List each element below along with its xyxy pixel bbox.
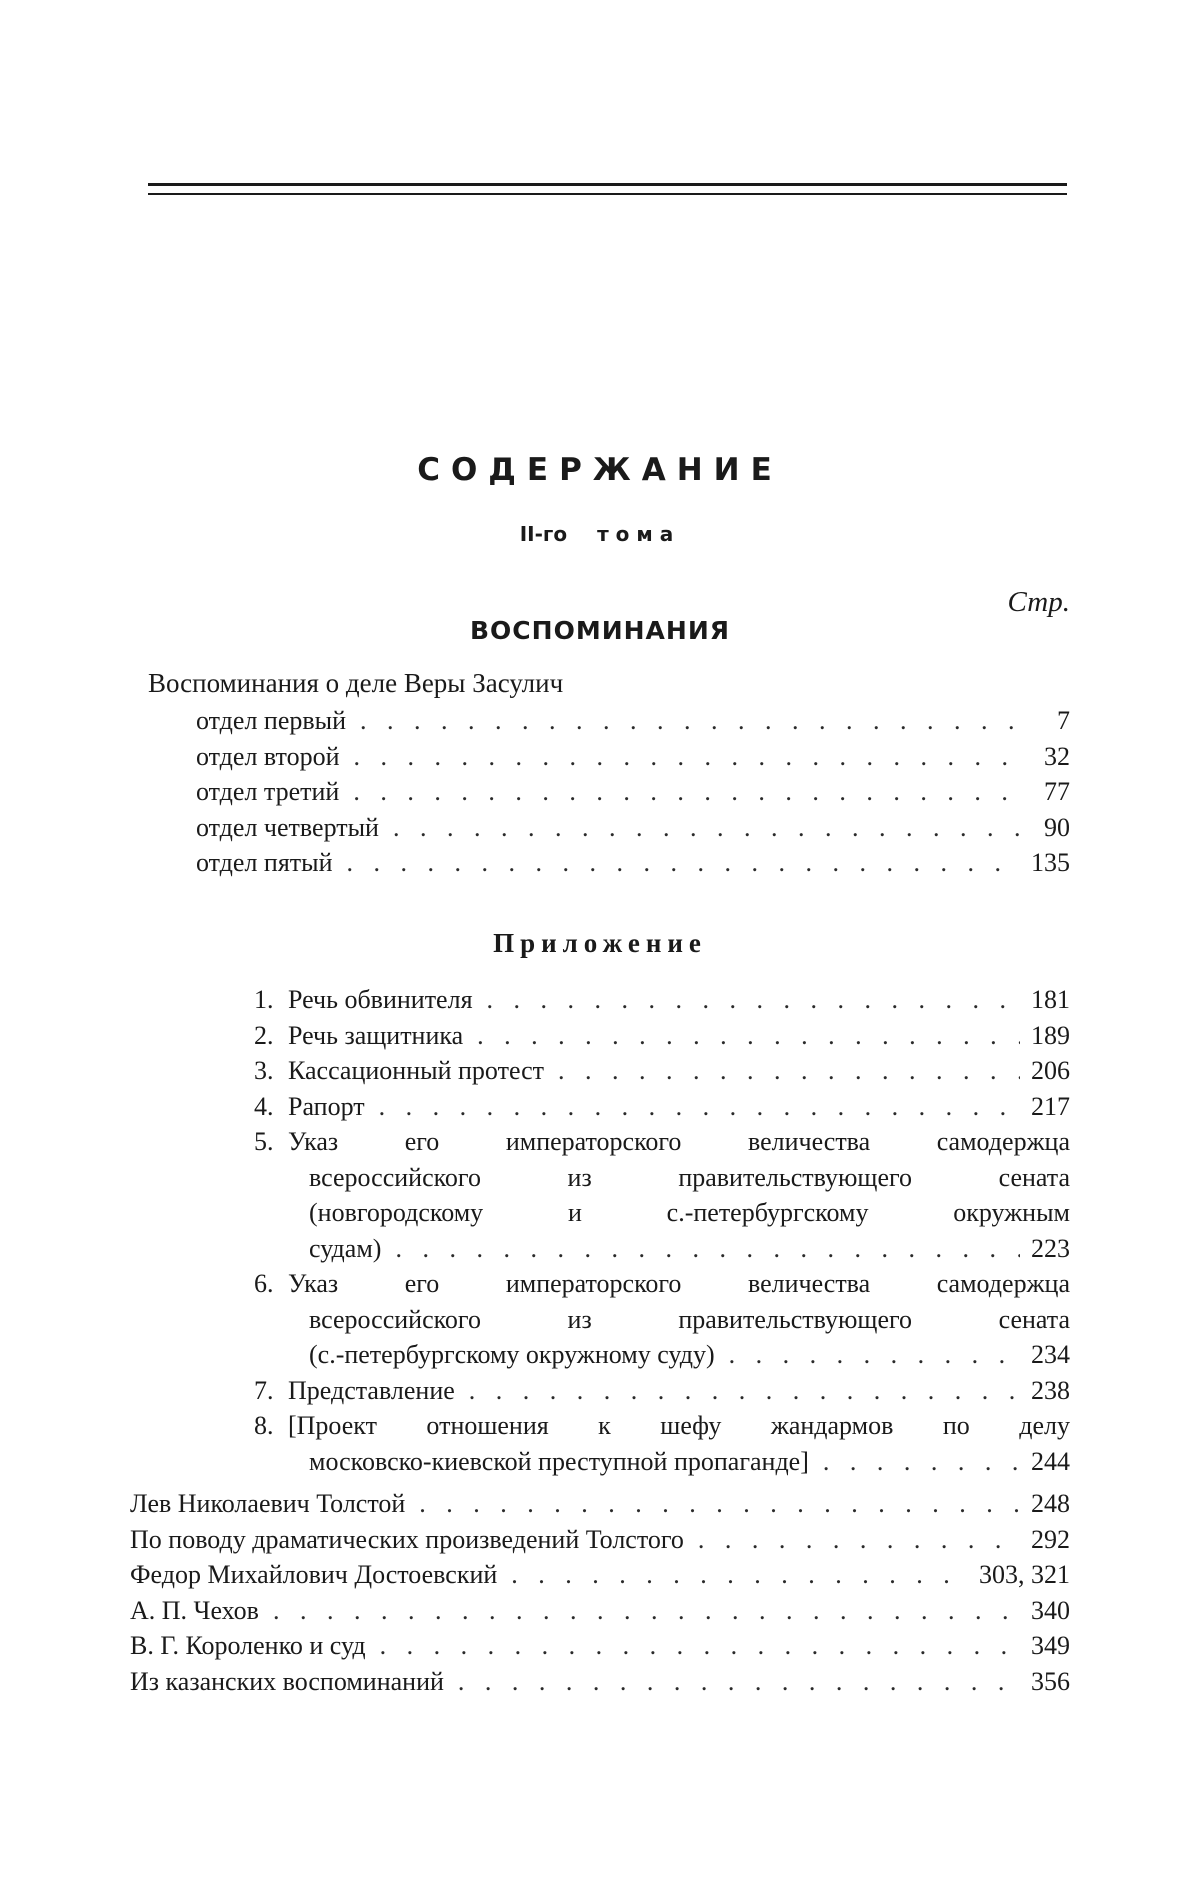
appendix-item-number: 3.: [254, 1056, 274, 1085]
appendix-item[interactable]: [254, 982, 1070, 1018]
toc-entry-label: Федор Михайлович Достоевский: [130, 1560, 498, 1589]
appendix-item-text: [Проект отношения к шефу жандармов по делу: [288, 1411, 1070, 1440]
page-title: СОДЕРЖАНИЕ: [417, 452, 783, 488]
appendix-item-row: [254, 1266, 1070, 1302]
appendix-item[interactable]: [254, 1089, 1070, 1125]
appendix-item-label: [254, 1018, 463, 1054]
toc-entry-label: отдел четвертый: [196, 812, 379, 842]
dot-leader: [395, 1231, 1020, 1267]
appendix-item-row: [254, 1089, 1070, 1125]
appendix-item-number: 1.: [254, 985, 274, 1014]
dot-leader: [487, 982, 1020, 1018]
section-heading: ВОСПОМИНАНИЯ: [470, 616, 730, 645]
toc-entry-page: 303, 321: [979, 1560, 1070, 1589]
toc-entry[interactable]: [196, 845, 1070, 881]
volume-word: тома: [597, 522, 681, 546]
toc-entry-label: Из казанских воспоминаний: [130, 1666, 444, 1696]
volume-subtitle: [0, 522, 1200, 546]
dot-leader: [698, 1522, 1020, 1558]
appendix-item-number: 2.: [254, 1020, 274, 1050]
appendix-item-text: Кассационный протест: [288, 1056, 545, 1085]
toc-entry[interactable]: [196, 774, 1070, 810]
appendix-item-row: [254, 1053, 1070, 1089]
toc-entry[interactable]: [196, 703, 1070, 739]
appendix-item-text: (новгородскому и с.-петербургскому окружным: [309, 1198, 1070, 1227]
toc-entry-page: 340: [1031, 1595, 1070, 1625]
appendix-item-page: 206: [1031, 1056, 1070, 1085]
group-title: Воспоминания о деле Веры Засулич: [148, 668, 564, 698]
appendix-item-number: 7.: [254, 1375, 274, 1405]
appendix-item[interactable]: [254, 1124, 1070, 1266]
toc-entry[interactable]: [130, 1557, 1070, 1593]
appendix-item-text: судам): [309, 1233, 382, 1263]
toc-entry-page: 90: [1044, 812, 1070, 842]
appendix-item-text: (с.-петербургскому окружному суду): [309, 1340, 715, 1369]
appendix-item[interactable]: [254, 1053, 1070, 1089]
appendix-item-page: 189: [1031, 1020, 1070, 1050]
appendix-item-row: [254, 982, 1070, 1018]
top-rule-thin: [148, 193, 1067, 195]
toc-entry-label: По поводу драматических произведений Толстого: [130, 1524, 684, 1554]
appendix-item-text: Речь обвинителя: [288, 985, 473, 1014]
toc-entry-page: 7: [1057, 706, 1070, 735]
toc-entry-label: Лев Николаевич Толстой: [130, 1489, 406, 1518]
top-rule: [148, 183, 1067, 186]
appendix-item-label: [254, 982, 473, 1018]
toc-entry[interactable]: [196, 810, 1070, 846]
appendix-item-row: [309, 1337, 1070, 1373]
memoir-parts-list: [0, 703, 1200, 881]
appendix-item-text: Указ его императорского величества самодержца: [288, 1127, 1070, 1156]
appendix-item-label: [254, 1373, 455, 1409]
dot-leader: [347, 845, 1020, 881]
dot-leader: [823, 1444, 1020, 1480]
dot-leader: [511, 1557, 969, 1593]
dot-leader: [477, 1018, 1020, 1054]
dot-leader: [353, 739, 1020, 775]
toc-entry[interactable]: [130, 1522, 1070, 1558]
volume-number: II-го: [519, 522, 568, 546]
toc-entry-label: отдел второй: [196, 741, 340, 771]
toc-entry-page: 32: [1044, 741, 1070, 771]
appendix-item-page: 181: [1031, 985, 1070, 1014]
toc-entry-page: 356: [1031, 1666, 1070, 1696]
page-column-label: Стр.: [1007, 586, 1070, 618]
appendix-item-row: [309, 1231, 1070, 1267]
main-entries-list: [0, 1486, 1200, 1699]
toc-entry-label: отдел пятый: [196, 848, 333, 877]
toc-entry-label: А. П. Чехов: [130, 1595, 259, 1625]
dot-leader: [469, 1373, 1020, 1409]
appendix-item-row: [254, 1373, 1070, 1409]
appendix-item-label: [254, 1053, 544, 1089]
appendix-item-text: Речь защитника: [288, 1020, 464, 1050]
toc-entry[interactable]: [130, 1664, 1070, 1700]
toc-entry-label: В. Г. Короленко и суд: [130, 1631, 366, 1660]
appendix-item-number: 4.: [254, 1091, 274, 1121]
dot-leader: [360, 703, 1020, 739]
toc-entry[interactable]: [130, 1486, 1070, 1522]
appendix-item-page: 234: [1031, 1340, 1070, 1369]
appendix-item-text: Представление: [288, 1375, 455, 1405]
dot-leader: [729, 1337, 1020, 1373]
toc-entry-label: отдел первый: [196, 706, 347, 735]
dot-leader: [379, 1089, 1020, 1125]
appendix-item-label: [254, 1089, 365, 1125]
toc-entry-page: 349: [1031, 1631, 1070, 1660]
toc-entry[interactable]: [130, 1593, 1070, 1629]
appendix-item-page: 238: [1031, 1375, 1070, 1405]
appendix-item-number: 5.: [254, 1127, 274, 1156]
appendix-item-text: всероссийского из правительствующего сената: [309, 1162, 1070, 1192]
appendix-item-text: московско-киевской преступной пропаганде]: [309, 1446, 809, 1476]
toc-entry-page: 77: [1044, 777, 1070, 806]
appendix-item-row: [309, 1444, 1070, 1480]
dot-leader: [380, 1628, 1020, 1664]
toc-entry[interactable]: [130, 1628, 1070, 1664]
toc-entry-page: 135: [1031, 848, 1070, 877]
appendix-item-page: 223: [1031, 1233, 1070, 1263]
appendix-item[interactable]: [254, 1266, 1070, 1373]
toc-entry[interactable]: [196, 739, 1070, 775]
appendix-item-text: Рапорт: [288, 1091, 365, 1121]
appendix-item-number: 6.: [254, 1269, 274, 1298]
toc-entry-label: отдел третий: [196, 777, 340, 806]
appendix-item-number: 8.: [254, 1411, 274, 1440]
appendix-item-text: Указ его императорского величества самодержца: [288, 1269, 1070, 1298]
dot-leader: [273, 1593, 1020, 1629]
appendix-item-page: 244: [1031, 1446, 1070, 1476]
dot-leader: [458, 1664, 1020, 1700]
dot-leader: [419, 1486, 1020, 1522]
appendix-item[interactable]: [254, 1018, 1070, 1054]
appendix-heading: Приложение: [493, 928, 707, 958]
appendix-item-row: [254, 1018, 1070, 1054]
toc-entry-page: 292: [1031, 1524, 1070, 1554]
dot-leader: [558, 1053, 1020, 1089]
appendix-list: [0, 982, 1200, 1479]
appendix-item[interactable]: [254, 1373, 1070, 1409]
toc-entry-page: 248: [1031, 1489, 1070, 1518]
appendix-item-row: [254, 1408, 1070, 1444]
appendix-item-row: [254, 1124, 1070, 1160]
appendix-item-text: всероссийского из правительствующего сената: [309, 1304, 1070, 1334]
appendix-item-page: 217: [1031, 1091, 1070, 1121]
dot-leader: [353, 774, 1020, 810]
appendix-item[interactable]: [254, 1408, 1070, 1479]
dot-leader: [393, 810, 1020, 846]
